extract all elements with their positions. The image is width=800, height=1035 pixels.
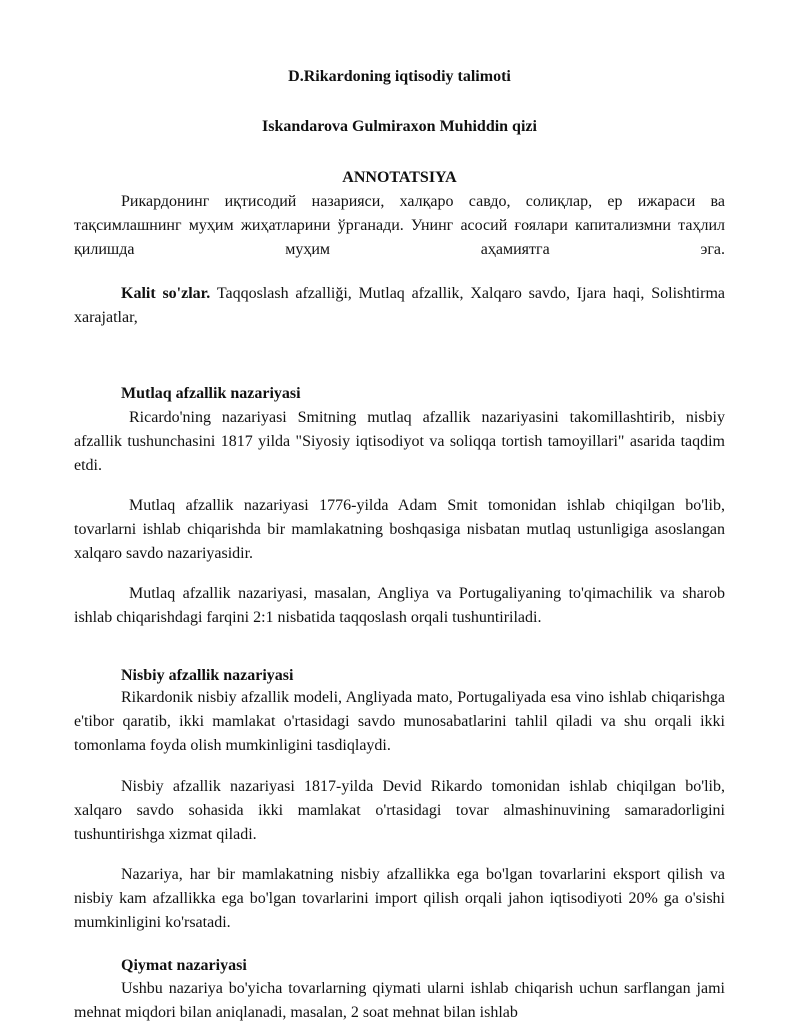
paragraph: Mutlaq afzallik nazariyasi 1776-yilda Adam Smit tomonidan ishlab chiqilgan bo'lib, tovarlarni ishlab chiqarishda bir mamlakatning boshqasiga nisbatan mutlaq ustunligiga asoslangan xalqaro savdo nazariyasidir. <box>74 497 725 562</box>
keywords-paragraph <box>74 282 725 330</box>
keywords-label: Kalit so'zlar. <box>121 285 211 302</box>
document-title: D.Rikardoning iqtisodiy talimoti <box>288 68 511 85</box>
author-name: Iskandarova Gulmiraxon Muhiddin qizi <box>262 118 537 135</box>
paragraph: Nazariya, har bir mamlakatning nisbiy afzallikka ega bo'lgan tovarlarini eksport qilish va nisbiy kam afzallikka ega bo'lgan tovarlarini import qilish orqali jahon iqtisodiyoti 20% ga o'sishi mumkinligini ko'rsatadi. <box>74 866 725 931</box>
paragraph: Ricardo'ning nazariyasi Smitning mutlaq afzallik nazariyasini takomillashtirib, nisbiy afzallik tushunchasini 1817 yilda "Siyosiy iqtisodiyot va soliqqa tortish tamoyillari" asarida taqdim etdi. <box>74 409 725 474</box>
paragraph: Ushbu nazariya bo'yicha tovarlarning qiymati ularni ishlab chiqarish uchun sarflangan jami mehnat miqdori bilan aniqlanadi, masalan, 2 soat mehnat bilan ishlab <box>74 980 725 1021</box>
section-heading: Nisbiy afzallik nazariyasi <box>121 667 294 684</box>
annotation-text: Рикардонинг иқтисодий назарияси, халқаро савдо, солиқлар, ер ижараси ва тақсимлашнинг муҳим жиҳатларини ўрганади. Унинг асосий ғоялари капитализмни таҳлил қилишда муҳим аҳамиятга эга. <box>74 193 725 258</box>
paragraph: Nisbiy afzallik nazariyasi 1817-yilda Devid Rikardo tomonidan ishlab chiqilgan bo'lib, xalqaro savdo sohasida ikki mamlakat o'rtasidagi tovar almashinuvining samaradorligini tushuntirishga xizmat qiladi. <box>74 778 725 843</box>
annotation-heading: ANNOTATSIYA <box>342 169 457 186</box>
paragraph: Rikardonik nisbiy afzallik modeli, Angliyada mato, Portugaliyada esa vino ishlab chiqarishga e'tibor qaratib, ikki mamlakat o'rtasidagi savdo munosabatlarini tahlil qiladi va shu orqali ikki tomonlama foyda olish mumkinligini tasdiqlaydi. <box>74 689 725 754</box>
paragraph: Mutlaq afzallik nazariyasi, masalan, Angliya va Portugaliyaning to'qimachilik va sharob ishlab chiqarishdagi farqini 2:1 nisbatida taqqoslash orqali tushuntiriladi. <box>74 585 725 626</box>
section-heading: Qiymat nazariyasi <box>121 957 247 974</box>
section-heading: Mutlaq afzallik nazariyasi <box>121 385 301 402</box>
keywords-text: Taqqoslash afzalliği, Mutlaq afzallik, Xalqaro savdo, Ijara haqi, Solishtirma xarajatlar, <box>74 285 726 326</box>
